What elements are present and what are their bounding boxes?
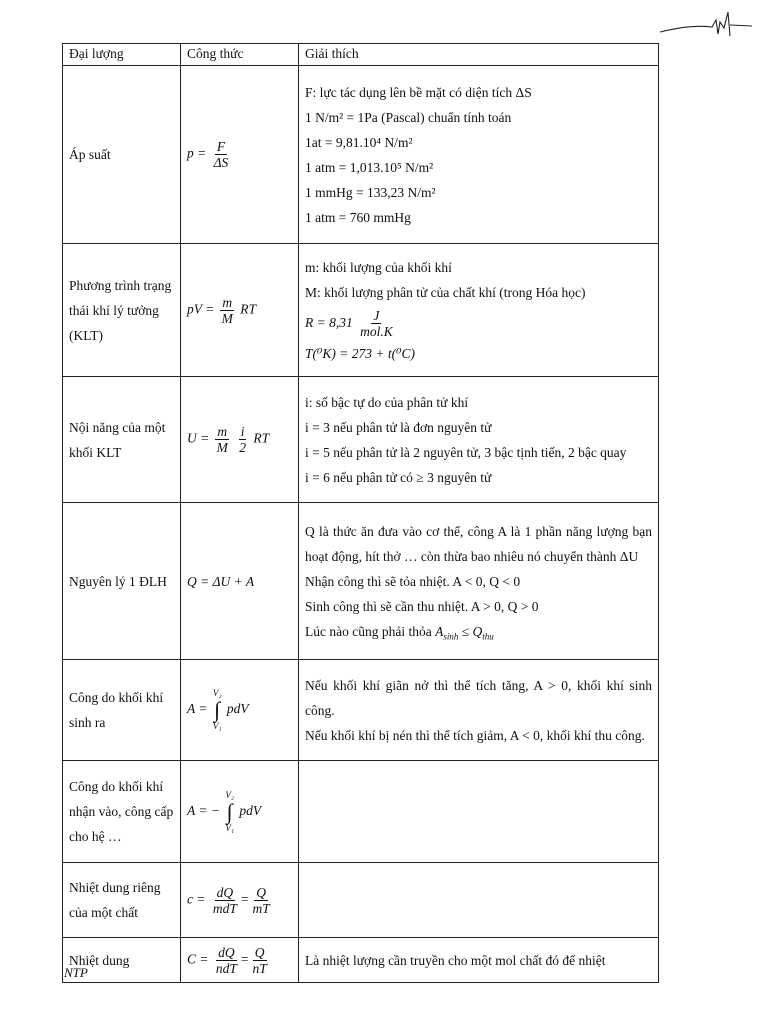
table-row — [63, 503, 659, 660]
physics-formula-table — [62, 43, 659, 983]
quantity-heat-capacity: Nhiệt dung — [63, 938, 181, 983]
table-row — [63, 761, 659, 863]
formula-work-done: A = V₂ ∫ V₁ pdV — [181, 660, 299, 761]
explanation-heat-capacity: Là nhiệt lượng cần truyền cho một mol chất đó để nhiệt — [299, 938, 659, 983]
gas-constant-formula: R = 8,31 $\frac{J}{\text{mol.K}}$ — [305, 307, 393, 339]
explanation-specific-heat — [299, 863, 659, 938]
table-header-row — [63, 44, 659, 66]
quantity-work-received: Công do khối khí nhận vào, công cấp cho hệ … — [63, 761, 181, 863]
note-line: i: số bậc tự do của phân tử khí — [305, 394, 469, 410]
quantity-ideal-gas-equation: Phương trình trạng thái khí lý tưởng (KLT) — [63, 244, 181, 377]
note-line: 1 N/m² = 1Pa (Pascal) chuẩn tính toán — [305, 109, 512, 125]
header-quantity: Đại lượng — [63, 44, 181, 66]
header-explanation: Giải thích — [299, 44, 659, 66]
table-row — [63, 244, 659, 377]
explanation-first-law — [299, 503, 659, 660]
formula-work-received: A = − V₂ ∫ V₁ pdV — [181, 761, 299, 863]
formula-internal-energy: U = $\frac{m}{M}$ $\frac{i}{2}$ RT — [181, 377, 299, 503]
note-line: Nếu khối khí bị nén thì thể tích giảm, A < 0, khối khí thu công. — [305, 727, 645, 743]
temperature-conversion: T(⁰K) = 273 + t(⁰C) — [305, 345, 416, 361]
note-line: i = 6 nếu phân tử có ≥ 3 nguyên tử — [305, 469, 492, 485]
integral-sign: V₂ ∫ V₁ — [212, 688, 222, 731]
table-row — [63, 938, 659, 983]
formula-ideal-gas: pV = $\frac{m}{M}$ RT — [181, 244, 299, 377]
formula-pressure: p = $\frac{F}{\Delta S}$ — [181, 66, 299, 244]
quantity-first-law: Nguyên lý 1 ĐLH — [63, 503, 181, 660]
header-formula: Công thức — [181, 44, 299, 66]
formula-heat-capacity: C = $\frac{dQ}{\text{ndT}}$ = $\frac{Q}{nT}$ — [181, 938, 299, 983]
integral-sign: V₂ ∫ V₁ — [225, 789, 234, 833]
explanation-internal-energy — [299, 377, 659, 503]
quantity-work-done: Công do khối khí sinh ra — [63, 660, 181, 761]
quantity-internal-energy: Nội năng của một khối KLT — [63, 377, 181, 503]
note-line: F: lực tác dụng lên bề mặt có diện tích ΔS — [305, 84, 532, 100]
note-line: Sinh công thì sẽ cần thu nhiệt. A > 0, Q > 0 — [305, 598, 539, 614]
note-line: Lúc nào cũng phải thỏa $A_{sinh} \le Q_{thu}$ — [305, 623, 494, 642]
quantity-specific-heat: Nhiệt dung riêng của một chất — [63, 863, 181, 938]
note-line: 1 atm = 1,013.10⁵ N/m² — [305, 159, 434, 175]
note-line: Nhận công thì sẽ tỏa nhiệt. A < 0, Q < 0 — [305, 573, 521, 589]
note-line: 1 mmHg = 133,23 N/m² — [305, 184, 436, 200]
signature-mark — [656, 8, 756, 40]
formula-specific-heat: c = $\frac{dQ}{\text{mdT}}$ = $\frac{Q}{mT}$ — [181, 863, 299, 938]
explanation-ideal-gas — [299, 244, 659, 377]
quantity-pressure: Áp suất — [63, 66, 181, 244]
note-line: 1 atm = 760 mmHg — [305, 209, 411, 225]
footer-initials: NTP — [64, 965, 88, 980]
note-line: 1at = 9,81.10⁴ N/m² — [305, 134, 413, 150]
table-row — [63, 863, 659, 938]
note-line: m: khối lượng của khối khí — [305, 259, 452, 275]
explanation-pressure — [299, 66, 659, 244]
note-line: i = 5 nếu phân tử là 2 nguyên tử, 3 bậc tịnh tiến, 2 bậc quay — [305, 444, 627, 460]
explanation-work-received — [299, 761, 659, 863]
table-row — [63, 660, 659, 761]
table-row — [63, 377, 659, 503]
formula-first-law: Q = ΔU + A — [181, 503, 299, 660]
explanation-work-done — [299, 660, 659, 761]
note-line: M: khối lượng phân tử của chất khí (trong Hóa học) — [305, 284, 586, 300]
note-line: Nếu khối khí giãn nở thì thể tích tăng, A > 0, khối khí sinh công. — [305, 677, 652, 718]
note-line: Q là thức ăn đưa vào cơ thể, công A là 1 phần năng lượng bạn hoạt động, hít thở … còn thừa bao nhiêu nó chuyển thành ΔU — [305, 523, 652, 564]
table-row — [63, 66, 659, 244]
note-line: i = 3 nếu phân tử là đơn nguyên tử — [305, 419, 492, 435]
